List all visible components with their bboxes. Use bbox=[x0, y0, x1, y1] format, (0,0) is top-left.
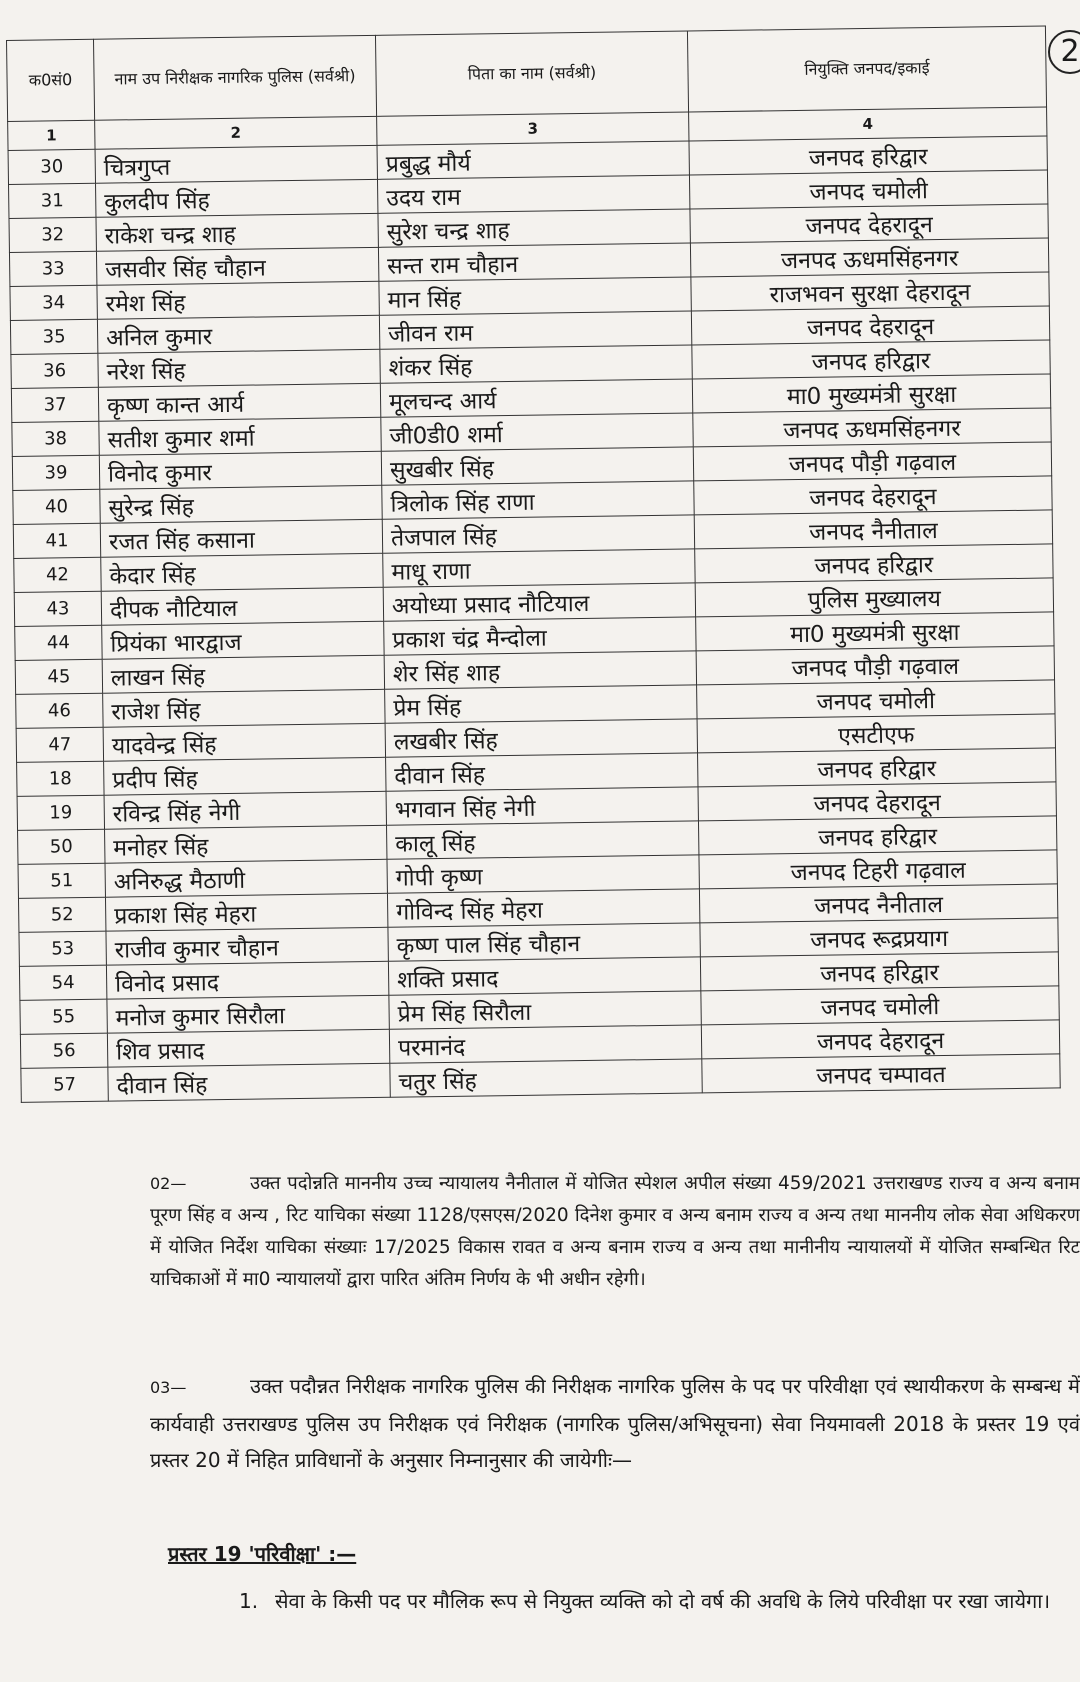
father-name-cell: प्रेम सिंह सिरौला bbox=[389, 991, 701, 1029]
father-name-cell: कालू सिंह bbox=[387, 821, 699, 859]
paragraph-02 bbox=[150, 1168, 1080, 1296]
father-name-cell: शेर सिंह शाह bbox=[384, 651, 696, 689]
father-name-cell: शक्ति प्रसाद bbox=[388, 957, 700, 995]
serial-number-cell: 39 bbox=[12, 455, 99, 490]
serial-number-cell: 44 bbox=[15, 625, 102, 660]
father-name-cell: उदय राम bbox=[377, 175, 689, 213]
posting-cell: जनपद रूद्रप्रयाग bbox=[700, 918, 1058, 957]
officer-name-cell: नरेश सिंह bbox=[98, 349, 380, 387]
serial-number-cell: 47 bbox=[16, 727, 103, 762]
father-name-cell: मान सिंह bbox=[379, 277, 691, 315]
posting-cell: जनपद देहरादून bbox=[701, 1020, 1059, 1059]
father-name-cell: चतुर सिंह bbox=[390, 1059, 702, 1097]
officer-name-cell: प्रदीप सिंह bbox=[104, 757, 386, 795]
serial-number-cell: 35 bbox=[10, 319, 97, 354]
officer-name-cell: राजीव कुमार चौहान bbox=[106, 927, 388, 965]
father-name-cell: सन्त राम चौहान bbox=[378, 243, 690, 281]
officer-name-cell: विनोद कुमार bbox=[99, 451, 381, 489]
posting-cell: जनपद टिहरी गढ़वाल bbox=[699, 850, 1057, 889]
column-number: 3 bbox=[377, 112, 689, 145]
officer-name-cell: राकेश चन्द्र शाह bbox=[96, 213, 378, 251]
officer-name-cell: शिव प्रसाद bbox=[107, 1029, 389, 1067]
posting-cell: जनपद हरिद्वार bbox=[698, 816, 1056, 855]
paragraph-number: 03— bbox=[150, 1378, 187, 1397]
rule-item-text: सेवा के किसी पद पर मौलिक रूप से नियुक्त व्यक्ति को दो वर्ष की अवधि के लिये परिवीक्षा पर रखा जायेगा। bbox=[275, 1589, 1051, 1613]
serial-number-cell: 54 bbox=[19, 965, 106, 1000]
officer-name-cell: दीपक नौटियाल bbox=[101, 587, 383, 625]
father-name-cell: दीवान सिंह bbox=[386, 753, 698, 791]
serial-number-cell: 43 bbox=[14, 591, 101, 626]
table-header-row bbox=[7, 26, 1047, 121]
father-name-cell: सुरेश चन्द्र शाह bbox=[378, 209, 690, 247]
rule-item bbox=[239, 1582, 1080, 1620]
serial-number-cell: 42 bbox=[14, 557, 101, 592]
posting-cell: जनपद हरिद्वार bbox=[692, 340, 1050, 379]
rule-19-heading: प्रस्तर 19 'परिवीक्षा' :— bbox=[168, 1542, 357, 1566]
father-name-cell: परमानंद bbox=[389, 1025, 701, 1063]
officer-name-cell: मनोहर सिंह bbox=[105, 825, 387, 863]
header-serial-number: क0सं0 bbox=[7, 39, 95, 121]
father-name-cell: मूलचन्द आर्य bbox=[380, 379, 692, 417]
posting-cell: एसटीएफ bbox=[697, 714, 1055, 753]
posting-cell: जनपद नैनीताल bbox=[694, 510, 1052, 549]
header-posting-district: नियुक्ति जनपद/इकाई bbox=[687, 26, 1046, 112]
serial-number-cell: 55 bbox=[20, 999, 107, 1034]
officer-name-cell: रमेश सिंह bbox=[97, 281, 379, 319]
paragraph-text: उक्त पदोन्नति माननीय उच्च न्यायालय नैनीताल में योजित स्पेशल अपील संख्या 459/2021 उत्तराखण्ड राज्य व अन्य बनाम पूरण सिंह व अन्य , रिट याचिका संख्या 1128/एसएस/2020 दिनेश कुमार व अन्य बनाम राज्य व अन्य तथा माननीय लोक सेवा अधिकरण में योजित निर्देश याचिका संख्याः 17/2025 विकास रावत व अन्य बनाम राज्य व अन्य तथा मानीनीय न्यायालयों में योजित सम्बन्धित रिट याचिकाओं में मा0 न्यायालयों द्वारा पारित अंतिम निर्णय के भी अधीन रहेगी। bbox=[150, 1173, 1080, 1290]
father-name-cell: तेजपाल सिंह bbox=[382, 515, 694, 553]
serial-number-cell: 40 bbox=[13, 489, 100, 524]
serial-number-cell: 33 bbox=[9, 251, 96, 286]
officer-name-cell: केदार सिंह bbox=[101, 553, 383, 591]
serial-number-cell: 34 bbox=[10, 285, 97, 320]
paragraph-text: उक्त पदौन्नत निरीक्षक नागरिक पुलिस की निरीक्षक नागरिक पुलिस के पद पर परिवीक्षा एवं स्थायीकरण के सम्बन्ध में कार्यवाही उत्तराखण्ड पुलिस उप निरीक्षक एवं निरीक्षक (नागरिक पुलिस/अभिसूचना) सेवा नियमावली 2018 के प्रस्तर 19 एवं प्रस्तर 20 में निहित प्राविधानों के अनुसार निम्नानुसार की जायेगीः— bbox=[150, 1374, 1080, 1472]
serial-number-cell: 53 bbox=[19, 931, 106, 966]
serial-number-cell: 38 bbox=[12, 421, 99, 456]
serial-number-cell: 52 bbox=[18, 897, 105, 932]
posting-cell: जनपद चमोली bbox=[689, 170, 1047, 209]
posting-cell: पुलिस मुख्यालय bbox=[695, 578, 1053, 617]
header-father-name: पिता का नाम (सर्वश्री) bbox=[375, 31, 688, 116]
officer-name-cell: अनिल कुमार bbox=[97, 315, 379, 353]
father-name-cell: प्रबुद्ध मौर्य bbox=[377, 141, 689, 179]
posting-cell: जनपद नैनीताल bbox=[699, 884, 1057, 923]
serial-number-cell: 37 bbox=[11, 387, 98, 422]
officer-name-cell: मनोज कुमार सिरौला bbox=[107, 995, 389, 1033]
officer-name-cell: सुरेन्द्र सिंह bbox=[100, 485, 382, 523]
father-name-cell: शंकर सिंह bbox=[380, 345, 692, 383]
posting-cell: जनपद हरिद्वार bbox=[689, 136, 1047, 175]
father-name-cell: प्रेम सिंह bbox=[385, 685, 697, 723]
posting-cell: जनपद पौड़ी गढ़वाल bbox=[696, 646, 1054, 685]
father-name-cell: भगवान सिंह नेगी bbox=[386, 787, 698, 825]
officer-name-cell: प्रकाश सिंह मेहरा bbox=[105, 893, 387, 931]
father-name-cell: अयोध्या प्रसाद नौटियाल bbox=[383, 583, 695, 621]
promotion-roster-table bbox=[6, 25, 1061, 1102]
serial-number-cell: 57 bbox=[21, 1067, 108, 1102]
father-name-cell: सुखबीर सिंह bbox=[381, 447, 693, 485]
officer-name-cell: जसवीर सिंह चौहान bbox=[96, 247, 378, 285]
officer-name-cell: प्रियंका भारद्वाज bbox=[102, 621, 384, 659]
serial-number-cell: 32 bbox=[9, 217, 96, 252]
column-number: 4 bbox=[689, 107, 1047, 141]
paragraph-03 bbox=[150, 1368, 1080, 1478]
paragraph-number: 02— bbox=[150, 1174, 187, 1193]
rule-item-number: 1. bbox=[239, 1589, 259, 1613]
father-name-cell: माधू राणा bbox=[383, 549, 695, 587]
posting-cell: जनपद चमोली bbox=[701, 986, 1059, 1025]
posting-cell: जनपद देहरादून bbox=[698, 782, 1056, 821]
posting-cell: जनपद देहरादून bbox=[694, 476, 1052, 515]
father-name-cell: जीवन राम bbox=[379, 311, 691, 349]
officer-name-cell: दीवान सिंह bbox=[108, 1063, 390, 1101]
serial-number-cell: 56 bbox=[20, 1033, 107, 1068]
posting-cell: जनपद हरिद्वार bbox=[700, 952, 1058, 991]
officer-name-cell: विनोद प्रसाद bbox=[106, 961, 388, 999]
officer-name-cell: रजत सिंह कसाना bbox=[100, 519, 382, 557]
father-name-cell: कृष्ण पाल सिंह चौहान bbox=[388, 923, 700, 961]
father-name-cell: जी0डी0 शर्मा bbox=[381, 413, 693, 451]
officer-name-cell: अनिरुद्ध मैठाणी bbox=[105, 859, 387, 897]
serial-number-cell: 36 bbox=[11, 353, 98, 388]
father-name-cell: प्रकाश चंद्र मैन्दोला bbox=[384, 617, 696, 655]
posting-cell: जनपद ऊधमसिंहनगर bbox=[690, 238, 1048, 277]
serial-number-cell: 45 bbox=[15, 659, 102, 694]
officer-name-cell: कुलदीप सिंह bbox=[96, 179, 378, 217]
posting-cell: जनपद चम्पावत bbox=[702, 1054, 1060, 1093]
father-name-cell: गोपी कृष्ण bbox=[387, 855, 699, 893]
officer-name-cell: चित्रगुप्त bbox=[95, 145, 377, 183]
serial-number-cell: 19 bbox=[17, 795, 104, 830]
posting-cell: मा0 मुख्यमंत्री सुरक्षा bbox=[696, 612, 1054, 651]
column-number: 1 bbox=[8, 120, 95, 150]
column-number: 2 bbox=[95, 116, 377, 149]
serial-number-cell: 30 bbox=[8, 149, 95, 184]
officer-name-cell: कृष्ण कान्त आर्य bbox=[98, 383, 380, 421]
father-name-cell: लखबीर सिंह bbox=[385, 719, 697, 757]
serial-number-cell: 18 bbox=[17, 761, 104, 796]
officer-name-cell: लाखन सिंह bbox=[102, 655, 384, 693]
header-officer-name: नाम उप निरीक्षक नागरिक पुलिस (सर्वश्री) bbox=[93, 35, 376, 120]
posting-cell: जनपद चमोली bbox=[697, 680, 1055, 719]
officer-name-cell: रविन्द्र सिंह नेगी bbox=[104, 791, 386, 829]
serial-number-cell: 50 bbox=[18, 829, 105, 864]
posting-cell: राजभवन सुरक्षा देहरादून bbox=[691, 272, 1049, 311]
officer-name-cell: सतीश कुमार शर्मा bbox=[99, 417, 381, 455]
officer-name-cell: यादवेन्द्र सिंह bbox=[103, 723, 385, 761]
posting-cell: जनपद देहरादून bbox=[690, 204, 1048, 243]
father-name-cell: त्रिलोक सिंह राणा bbox=[382, 481, 694, 519]
posting-cell: जनपद देहरादून bbox=[691, 306, 1049, 345]
serial-number-cell: 41 bbox=[13, 523, 100, 558]
officer-name-cell: राजेश सिंह bbox=[103, 689, 385, 727]
father-name-cell: गोविन्द सिंह मेहरा bbox=[387, 889, 699, 927]
posting-cell: जनपद हरिद्वार bbox=[695, 544, 1053, 583]
serial-number-cell: 31 bbox=[9, 183, 96, 218]
posting-cell: जनपद हरिद्वार bbox=[698, 748, 1056, 787]
posting-cell: जनपद ऊधमसिंहनगर bbox=[693, 408, 1051, 447]
page-number: 2 bbox=[1048, 30, 1080, 74]
serial-number-cell: 46 bbox=[16, 693, 103, 728]
posting-cell: जनपद पौड़ी गढ़वाल bbox=[693, 442, 1051, 481]
posting-cell: मा0 मुख्यमंत्री सुरक्षा bbox=[692, 374, 1050, 413]
serial-number-cell: 51 bbox=[18, 863, 105, 898]
